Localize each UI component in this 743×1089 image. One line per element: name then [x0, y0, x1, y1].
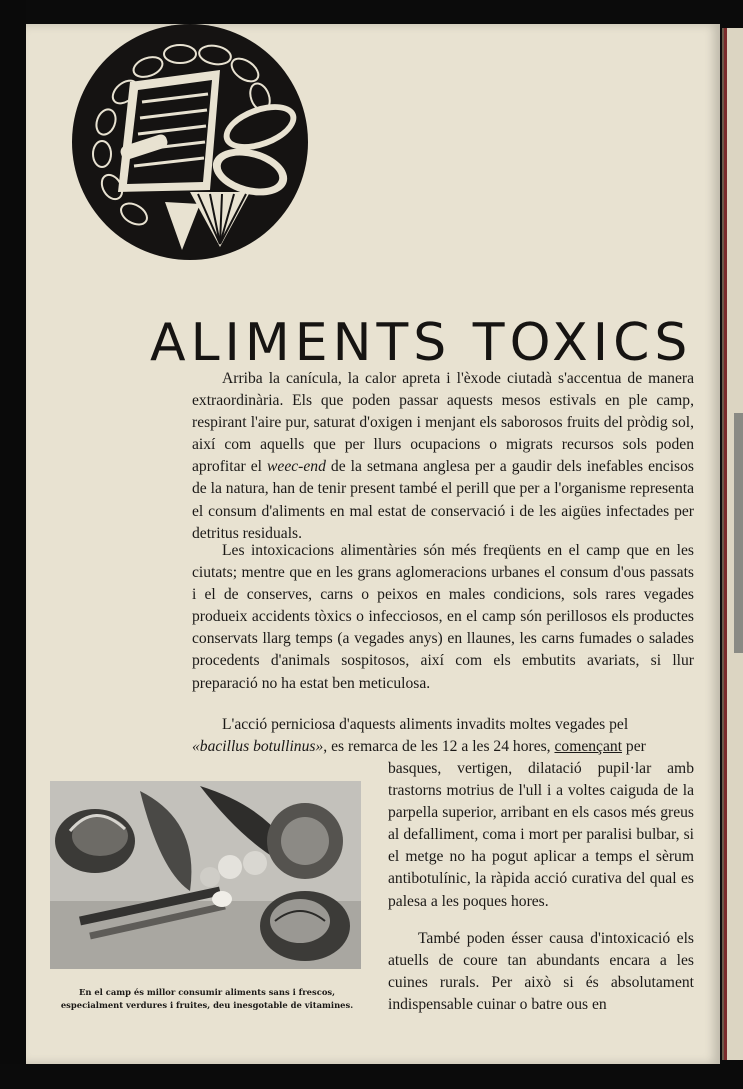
paragraph-3-end: per — [622, 738, 646, 756]
facing-page-photo-fragment — [734, 413, 743, 653]
paragraph-3-mid: , es remarca de les 12 a les 24 hores, — [323, 738, 555, 756]
paragraph-3-italic: «bacillus botullinus» — [192, 738, 324, 756]
article-title: ALIMENTS TOXICS — [150, 312, 693, 373]
caption-line-1: En el camp és millor consumir aliments sans i frescos, — [78, 987, 336, 997]
paragraph-4: També poden ésser causa d'intoxicació els atuells de coure tan abundants encara a les cuines rurals. Per això si és absolutament indispensable cuinar o batre ous en — [388, 930, 694, 1014]
paragraph-1-text-a: Arriba la canícula, la calor apreta i l'èxode ciutadà s'accentua de manera extraordinària. Els que poden passar aquests mesos estivals en ple camp, respirant l'aire pur, saturat d'oxigen i menjant els saborosos fruits del pròdig sol, així com aquells que per llurs ocupacions o migrats recursos sols poden aprofitar el — [192, 370, 694, 476]
paragraph-3-rest: basques, vertigen, dilatació pupil·lar amb trastorns motrius de l'ull i a voltes caiguda de la parpella superior, arribant en els casos més greus al defalliment, coma i mort per paralisi bulbar, si el metge no ha pogut aplicar a temps el sèrum antibotulínic, la ràpida acció curativa del qual es palesa a les poques hores. — [388, 760, 694, 910]
cabbage-icon — [267, 803, 343, 879]
paragraph-3-underlined: començant — [554, 738, 623, 756]
paragraph-1-text-b: de la setmana anglesa per a gaudir dels inefables encisos de la natura, han de tenir present també el perill que per a l'organisme representa el consum d'aliments en mal estat de conservació i de les aigües infectades per detritus residuals. — [192, 458, 694, 542]
paragraph-1-italic: weec-end — [267, 458, 326, 476]
sardine-tin-icon — [118, 70, 220, 192]
paragraph-3-line1: L'acció perniciosa d'aquests aliments invadits moltes vegades pel — [222, 716, 629, 733]
book-spine-edge — [0, 0, 26, 1089]
page-binding-edge — [724, 28, 727, 1060]
paragraph-3-top — [192, 714, 694, 758]
photo-caption — [50, 986, 364, 1012]
red-cabbage-icon — [260, 891, 350, 961]
scan-bottom-edge — [0, 1064, 743, 1089]
vegetables-photo — [50, 781, 361, 969]
lettuce-icon — [55, 809, 135, 873]
paragraph-1 — [192, 368, 694, 545]
paragraph-2: Les intoxicacions alimentàries són més freqüents en el camp que en les ciutats; mentre que en les grans aglomeracions urbanes el consum d'ous passats i el de conserves, carns o peixos en males condicions, sols rares vegades produeix accidents tòxics o infecciosos, en el camp són perillosos els productes conservats llarg temps (a vegades anys) en llaunes, les carns fumades o salades procedents d'animals sospitosos, així com els embutits avariats, si llur preparació no ha estat ben meticulosa. — [192, 542, 694, 692]
facing-page-edge — [722, 28, 743, 1060]
caption-line-2: especialment verdures i fruites, deu inesgotable de vitamines. — [60, 1000, 354, 1010]
food-emblem-illustration — [70, 22, 310, 262]
